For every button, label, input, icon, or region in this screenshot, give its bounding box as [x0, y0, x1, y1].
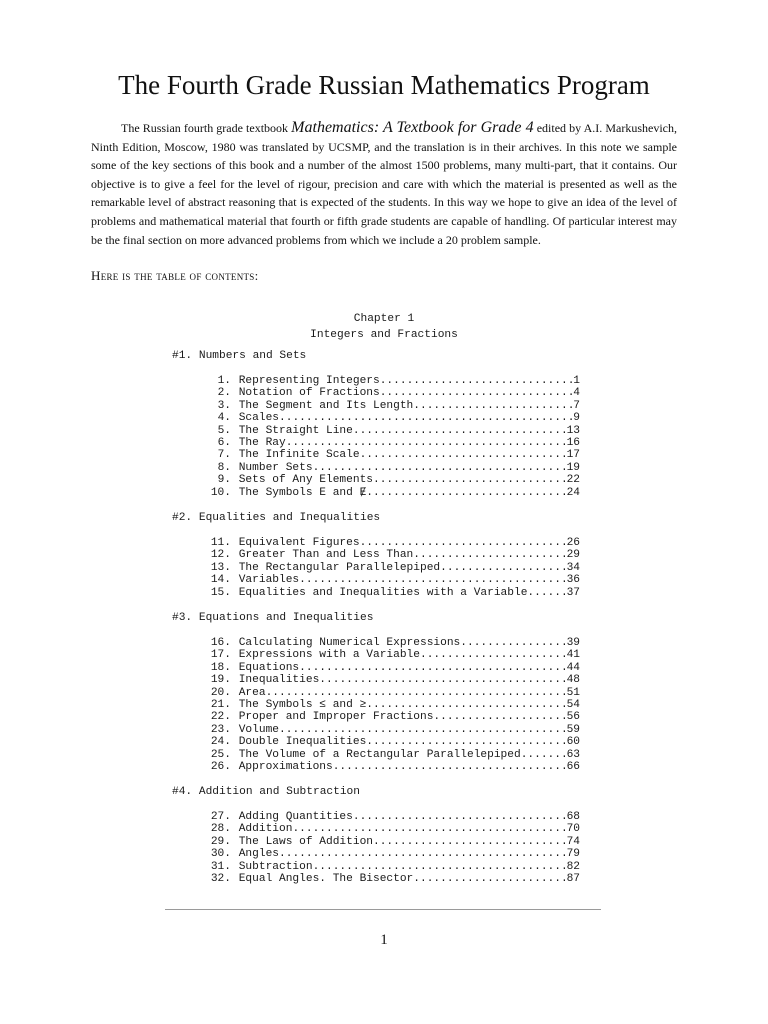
toc-entry-label: The Segment and Its Length: [238, 399, 414, 412]
toc-entry-page: 70: [566, 823, 580, 836]
toc-entry-number: 23.: [210, 723, 231, 736]
toc-entry-page: 68: [566, 811, 580, 823]
toc-entry-label: Representing Integers: [238, 375, 380, 387]
toc-leader-dots: [266, 687, 567, 699]
toc-entry-label: The Ray: [238, 436, 286, 449]
toc-entry-label: Equations: [238, 661, 300, 674]
toc-entry: [205, 487, 580, 499]
toc-heading: Here is the table of contents:: [91, 268, 259, 283]
toc-entry: [205, 749, 580, 761]
toc-entry: [205, 674, 580, 686]
toc-entry-number: 2.: [217, 387, 231, 400]
toc-section-entries: [205, 375, 580, 499]
toc-entry-label: The Infinite Scale: [238, 449, 360, 462]
toc-entry-page: 66: [566, 760, 580, 773]
section-title: #3. Equations and Inequalities: [172, 612, 374, 624]
toc-entry-number: 14.: [210, 574, 231, 587]
toc-entry-number: 32.: [210, 872, 231, 885]
toc-section-entries: [205, 637, 580, 773]
toc-leader-dots: [360, 449, 567, 461]
toc-entry-page: 79: [566, 848, 580, 861]
section-title: #1. Numbers and Sets: [172, 350, 307, 362]
toc-section-entries: [205, 537, 580, 599]
toc-entry-label: Equivalent Figures: [238, 537, 360, 549]
toc-leader-dots: [373, 474, 567, 486]
toc-leader-dots: [313, 861, 567, 873]
toc-entry-page: 22: [566, 474, 580, 487]
toc-leader-dots: [299, 574, 566, 586]
toc-entry: [205, 687, 580, 699]
toc-entry-label: Area: [238, 686, 266, 699]
toc-entry-number: 31.: [210, 860, 231, 873]
toc-leader-dots: [299, 662, 566, 674]
page-title: The Fourth Grade Russian Mathematics Program: [118, 70, 650, 100]
toc-entry: [205, 574, 580, 586]
toc-entry: [205, 736, 580, 748]
chapter-heading: [0, 311, 768, 343]
toc-entry-number: 20.: [210, 686, 231, 699]
toc-entry-number: 10.: [210, 486, 231, 499]
toc-entry-page: 51: [566, 686, 580, 699]
toc-entry-page: 17: [566, 449, 580, 462]
toc-entry-number: 4.: [217, 412, 231, 425]
toc-entry-number: 12.: [210, 549, 231, 562]
toc-entry: [205, 823, 580, 835]
toc-entry-label: Scales: [238, 412, 280, 425]
toc-leader-dots: [353, 811, 567, 823]
toc-entry-page: 60: [566, 736, 580, 749]
toc-entry-page: 74: [566, 835, 580, 848]
toc-entry-label: Approximations: [238, 760, 333, 773]
toc-entry-number: 8.: [217, 461, 231, 474]
toc-leader-dots: [373, 836, 567, 848]
toc-entry-label: The Rectangular Parallelepiped: [238, 561, 441, 574]
chapter-label: Chapter 1: [353, 313, 415, 325]
toc-entry-label: Inequalities: [238, 674, 320, 687]
toc-entry-label: Equalities and Inequalities with a Variable: [238, 586, 528, 599]
toc-entry-page: 48: [566, 674, 580, 687]
toc-entry: [205, 474, 580, 486]
book-title: Mathematics: A Textbook for Grade 4: [291, 119, 534, 136]
section-title: #4. Addition and Subtraction: [172, 786, 360, 798]
toc-entry-number: 24.: [210, 736, 231, 749]
toc-entry-number: 5.: [217, 424, 231, 437]
toc-entry: [205, 537, 580, 549]
toc-entry-page: 16: [566, 436, 580, 449]
footer-rule: [165, 909, 601, 910]
toc-entry: [205, 425, 580, 437]
toc-entry-number: 9.: [217, 474, 231, 487]
toc-leader-dots: [360, 537, 567, 549]
toc-entry: [205, 662, 580, 674]
toc-leader-dots: [353, 425, 567, 437]
intro-text-start: The Russian fourth grade textbook: [121, 121, 292, 135]
toc-entry-page: 39: [566, 637, 580, 649]
toc-leader-dots: [366, 487, 566, 499]
intro-text-rest: edited by A.I. Markushevich, Ninth Edition, Moscow, 1980 was translated by UCSMP, and the translation is in their archives. In this note we sample some of the key sections of this book and a number of the almost 1500 problems, many multi-part, that it contains. Our objective is to give a feel for the level of rigour, precision and care with which the material is presented as well as the remarkable level of abstract reasoning that is expected of the students. In this way we hope to give an idea of the level of problems and mathematical material that fourth or fifth grade students are capable of handling. Of particular interest may be the final section on more advanced problems from which we include a 20 problem sample.: [91, 121, 678, 247]
toc-entry: [205, 562, 580, 574]
toc-entry-label: Notation of Fractions: [238, 387, 380, 400]
toc-entry-label: The Symbols ≤ and ≥: [238, 698, 367, 711]
toc-leader-dots: [413, 400, 573, 412]
toc-leader-dots: [313, 462, 567, 474]
section-title: #2. Equalities and Inequalities: [172, 512, 381, 524]
toc-entry-label: The Straight Line: [238, 424, 353, 437]
toc-entry-page: 29: [566, 549, 580, 562]
toc-entry-label: Volume: [238, 723, 280, 736]
toc-entry-label: Addition: [238, 823, 293, 836]
toc-leader-dots: [460, 637, 566, 649]
toc-leader-dots: [279, 848, 567, 860]
toc-entry-label: The Laws of Addition: [238, 835, 373, 848]
toc-entry: [205, 375, 580, 387]
toc-entry-page: 63: [566, 748, 580, 761]
toc-leader-dots: [366, 736, 566, 748]
intro-paragraph: [91, 119, 677, 249]
toc-entry: [205, 724, 580, 736]
toc-entry-page: 4: [573, 387, 580, 400]
toc-entry-label: Expressions with a Variable: [238, 649, 420, 662]
toc-entry: [205, 587, 580, 599]
toc-entry-page: 1: [573, 375, 580, 387]
toc-entry-page: 56: [566, 711, 580, 724]
toc-entry-label: Double Inequalities: [238, 736, 367, 749]
toc-entry-label: The Volume of a Rectangular Parallelepiped: [238, 748, 521, 761]
toc-entry: [205, 649, 580, 661]
toc-leader-dots: [279, 412, 573, 424]
toc-leader-dots: [521, 749, 567, 761]
toc-entry: [205, 400, 580, 412]
toc-entry: [205, 412, 580, 424]
toc-entry-page: 19: [566, 461, 580, 474]
toc-leader-dots: [366, 699, 566, 711]
toc-entry-number: 16.: [210, 637, 231, 649]
toc-leader-dots: [413, 549, 566, 561]
toc-entry: [205, 848, 580, 860]
toc-leader-dots: [413, 873, 566, 885]
toc-entry-number: 13.: [210, 561, 231, 574]
toc-entry-page: 44: [566, 661, 580, 674]
toc-entry-number: 7.: [217, 449, 231, 462]
toc-entry-number: 19.: [210, 674, 231, 687]
toc-entry-page: 7: [573, 399, 580, 412]
toc-entry-number: 25.: [210, 748, 231, 761]
chapter-name: Integers and Fractions: [310, 329, 458, 341]
toc-entry: [205, 761, 580, 773]
toc-leader-dots: [433, 711, 566, 723]
toc-entry-page: 34: [566, 561, 580, 574]
toc-entry-label: Greater Than and Less Than: [238, 549, 414, 562]
toc-leader-dots: [380, 375, 574, 387]
toc-leader-dots: [380, 387, 574, 399]
toc-entry-label: Equal Angles. The Bisector: [238, 872, 414, 885]
toc-entry: [205, 437, 580, 449]
toc-entry-number: 17.: [210, 649, 231, 662]
toc-entry-page: 37: [566, 586, 580, 599]
toc-entry-number: 6.: [217, 436, 231, 449]
toc-leader-dots: [420, 649, 567, 661]
toc-entry-page: 54: [566, 698, 580, 711]
toc-entry: [205, 449, 580, 461]
toc-entry-label: The Symbols E and Ɇ: [238, 486, 367, 499]
toc-leader-dots: [286, 437, 567, 449]
toc-entry-number: 29.: [210, 835, 231, 848]
toc-entry-page: 41: [566, 649, 580, 662]
toc-entry-label: Adding Quantities: [238, 811, 353, 823]
toc-leader-dots: [527, 587, 566, 599]
toc-entry: [205, 637, 580, 649]
toc-entry-number: 1.: [217, 375, 231, 387]
toc-entry-page: 59: [566, 723, 580, 736]
toc-leader-dots: [333, 761, 567, 773]
toc-entry-number: 21.: [210, 698, 231, 711]
toc-entry-number: 18.: [210, 661, 231, 674]
toc-leader-dots: [319, 674, 566, 686]
toc-leader-dots: [440, 562, 566, 574]
toc-entry: [205, 873, 580, 885]
toc-entry-page: 24: [566, 486, 580, 499]
toc-entry: [205, 387, 580, 399]
toc-entry-label: Sets of Any Elements: [238, 474, 373, 487]
toc-entry-page: 26: [566, 537, 580, 549]
toc-entry: [205, 699, 580, 711]
toc-entry: [205, 549, 580, 561]
toc-entry-label: Number Sets: [238, 461, 313, 474]
toc-leader-dots: [279, 724, 567, 736]
toc-entry-number: 28.: [210, 823, 231, 836]
toc-entry-number: 30.: [210, 848, 231, 861]
toc-entry: [205, 811, 580, 823]
toc-entry-page: 36: [566, 574, 580, 587]
toc-entry-label: Angles: [238, 848, 280, 861]
toc-entry-page: 13: [566, 424, 580, 437]
toc-entry: [205, 711, 580, 723]
toc-entry-page: 9: [573, 412, 580, 425]
toc-entry-label: Proper and Improper Fractions: [238, 711, 434, 724]
toc-entry-label: Subtraction: [238, 860, 313, 873]
toc-entry-number: 11.: [210, 537, 231, 549]
toc-entry-page: 87: [566, 872, 580, 885]
toc-entry-number: 3.: [217, 399, 231, 412]
toc-section-entries: [205, 811, 580, 885]
toc-leader-dots: [292, 823, 566, 835]
toc-entry-number: 15.: [210, 586, 231, 599]
toc-entry-number: 27.: [210, 811, 231, 823]
toc-entry: [205, 861, 580, 873]
page-number: 1: [380, 932, 388, 948]
toc-entry-number: 22.: [210, 711, 231, 724]
toc-entry-number: 26.: [210, 760, 231, 773]
toc-entry: [205, 462, 580, 474]
toc-entry: [205, 836, 580, 848]
toc-entry-page: 82: [566, 860, 580, 873]
toc-entry-label: Variables: [238, 574, 300, 587]
toc-entry-label: Calculating Numerical Expressions: [238, 637, 461, 649]
